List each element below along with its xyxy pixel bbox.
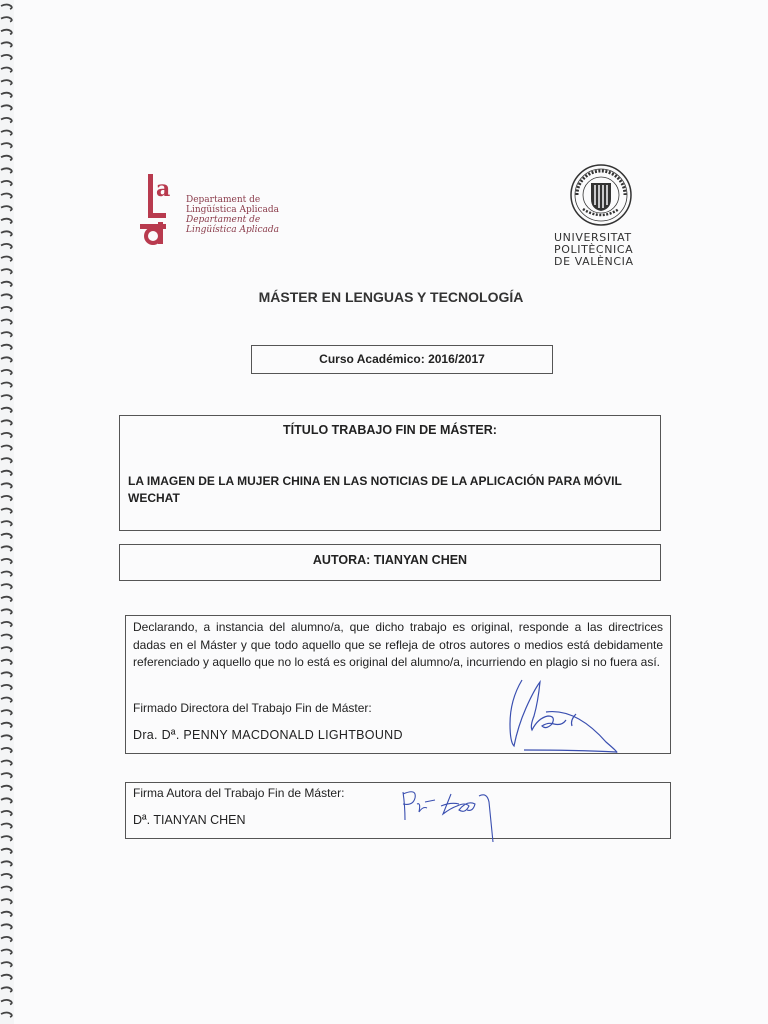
autora-box: AUTORA: TIANYAN CHEN <box>119 544 661 581</box>
dept-line-1: Departament de <box>186 195 261 205</box>
spiral-coil <box>1 824 12 829</box>
spiral-coil <box>1 68 12 73</box>
spiral-coil <box>1 836 12 841</box>
upv-line-3: DE VALÈNCIA <box>554 255 634 268</box>
spiral-coil <box>1 231 12 236</box>
spiral-coil <box>1 244 12 249</box>
spiral-coil <box>1 168 12 173</box>
spiral-coil <box>1 962 12 967</box>
upv-seal-icon <box>569 163 633 227</box>
spiral-coil <box>1 786 12 791</box>
spiral-coil <box>1 131 12 136</box>
spiral-coil <box>1 257 12 262</box>
spiral-coil <box>1 748 12 753</box>
spiral-coil <box>1 458 12 463</box>
spiral-coil <box>1 559 12 564</box>
spiral-coil <box>1 383 12 388</box>
spiral-coil <box>1 5 12 10</box>
spiral-coil <box>1 861 12 866</box>
spiral-coil <box>1 660 12 665</box>
spiral-coil <box>1 320 12 325</box>
firma-autora-label: Firma Autora del Trabajo Fin de Máster: <box>133 786 345 800</box>
spiral-coil <box>1 647 12 652</box>
spiral-coil <box>1 509 12 514</box>
spiral-coil <box>1 483 12 488</box>
spiral-coil <box>1 874 12 879</box>
master-title: MÁSTER EN LENGUAS Y TECNOLOGÍA <box>258 289 524 305</box>
upv-name <box>554 232 650 268</box>
spiral-coil <box>1 282 12 287</box>
spiral-coil <box>1 206 12 211</box>
spiral-coil <box>1 118 12 123</box>
ld-department-logo-icon <box>140 170 184 246</box>
spiral-coil <box>1 849 12 854</box>
spiral-coil <box>1 773 12 778</box>
spiral-coil <box>1 924 12 929</box>
spiral-coil <box>1 42 12 47</box>
spiral-coil <box>1 357 12 362</box>
spiral-coil <box>1 887 12 892</box>
spiral-coil <box>1 219 12 224</box>
spiral-coil <box>1 597 12 602</box>
dept-line-2: Lingüística Aplicada <box>186 205 280 215</box>
spiral-coil <box>1 446 12 451</box>
spiral-coil <box>1 811 12 816</box>
spiral-coil <box>1 345 12 350</box>
spiral-coil <box>1 912 12 917</box>
spiral-coil <box>1 761 12 766</box>
spiral-coil <box>1 370 12 375</box>
spiral-coil <box>1 950 12 955</box>
autora-name: Dª. TIANYAN CHEN <box>133 813 246 827</box>
dept-line-3: Departament de <box>186 215 261 225</box>
spiral-coil <box>1 609 12 614</box>
spiral-coil <box>1 194 12 199</box>
firmado-label: Firmado Directora del Trabajo Fin de Máster: <box>133 701 372 715</box>
spiral-coil <box>1 80 12 85</box>
spiral-coil <box>1 395 12 400</box>
spiral-coil <box>1 17 12 22</box>
spiral-coil <box>1 269 12 274</box>
spiral-coil <box>1 723 12 728</box>
spiral-coil <box>1 622 12 627</box>
spiral-coil <box>1 408 12 413</box>
spiral-coil <box>1 534 12 539</box>
spiral-coil <box>1 105 12 110</box>
declaration-text: Declarando, a instancia del alumno/a, que dicho trabajo es original, responde a las directrices dadas en el Máster y que todo aquello que se refleja de otros autores o medios está debidamente referenciado y aquello que no lo está es original del alumno/a, incurriendo en plagio si no fuera así. <box>133 620 663 669</box>
spiral-coil <box>1 294 12 299</box>
spiral-coil <box>1 420 12 425</box>
spiral-coil <box>1 93 12 98</box>
dept-line-4: Lingüística Aplicada <box>186 225 280 235</box>
upv-line-2: POLITÈCNICA <box>554 243 634 256</box>
upv-line-1: UNIVERSITAT <box>554 231 632 244</box>
director-signature <box>494 672 654 760</box>
spiral-coil <box>1 1000 12 1005</box>
spiral-coil <box>1 975 12 980</box>
directora-name: Dra. Dª. PENNY MACDONALD LIGHTBOUND <box>133 728 403 742</box>
spiral-coil <box>1 672 12 677</box>
spiral-coil <box>1 433 12 438</box>
spiral-coil <box>1 471 12 476</box>
spiral-coil <box>1 546 12 551</box>
spiral-coil <box>1 1013 12 1018</box>
spiral-coil <box>1 496 12 501</box>
titulo-box <box>119 415 661 531</box>
spiral-coil <box>1 143 12 148</box>
spiral-coil <box>1 307 12 312</box>
spiral-coil <box>1 937 12 942</box>
spiral-coil <box>1 181 12 186</box>
spiral-coil <box>1 521 12 526</box>
spiral-coil <box>1 572 12 577</box>
spiral-coil <box>1 156 12 161</box>
author-signature-box <box>125 782 671 839</box>
department-name <box>186 195 279 235</box>
spiral-coil <box>1 30 12 35</box>
spiral-coil <box>1 584 12 589</box>
document-page <box>14 0 768 1024</box>
spiral-coil <box>1 899 12 904</box>
titulo-text: LA IMAGEN DE LA MUJER CHINA EN LAS NOTICIAS DE LA APLICACIÓN PARA MÓVIL WECHAT <box>128 474 622 505</box>
spiral-coil <box>1 332 12 337</box>
spiral-coil <box>1 635 12 640</box>
spiral-coil <box>1 987 12 992</box>
curso-academico-box: Curso Académico: 2016/2017 <box>251 345 553 374</box>
spiral-coil <box>1 710 12 715</box>
spiral-coil <box>1 735 12 740</box>
titulo-heading: TÍTULO TRABAJO FIN DE MÁSTER: <box>283 423 497 437</box>
spiral-coil <box>1 698 12 703</box>
spiral-coil <box>1 685 12 690</box>
svg-text:a: a <box>156 176 171 202</box>
author-signature <box>399 782 509 842</box>
spiral-coil <box>1 55 12 60</box>
spiral-coil <box>1 798 12 803</box>
